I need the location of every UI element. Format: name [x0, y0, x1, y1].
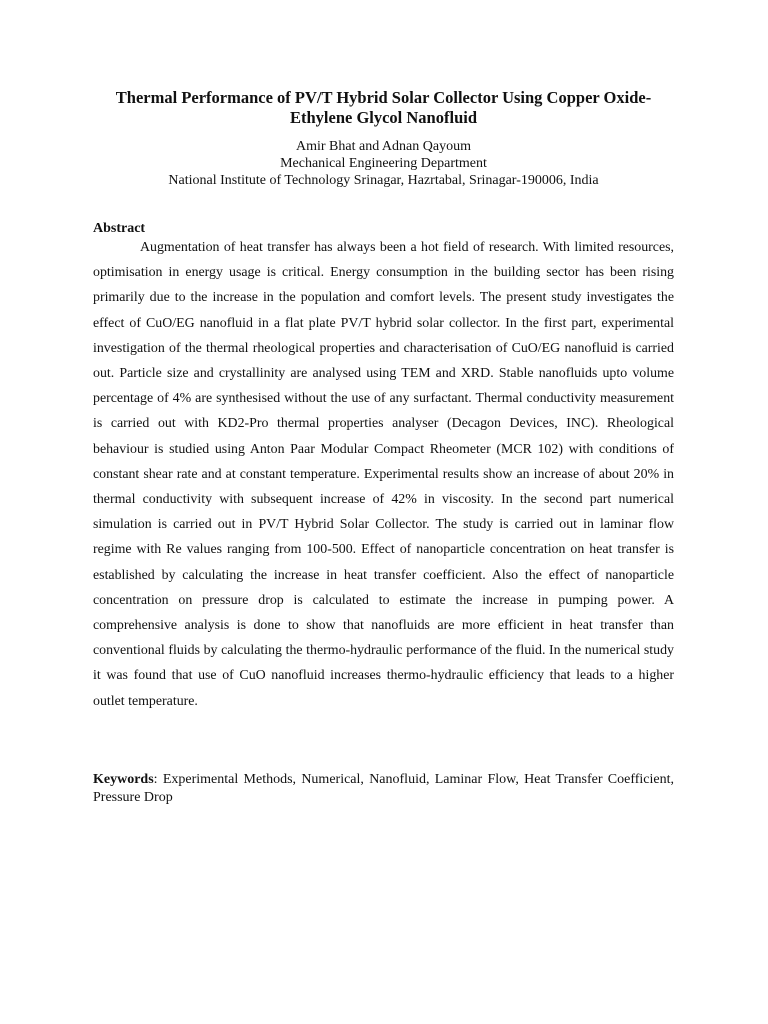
- author-names: Amir Bhat and Adnan Qayoum: [296, 139, 471, 154]
- author-department: Mechanical Engineering Department: [280, 156, 487, 171]
- keywords-text: : Experimental Methods, Numerical, Nanofluid, Laminar Flow, Heat Transfer Coefficient, Pressure Drop: [93, 772, 674, 805]
- abstract-body: Augmentation of heat transfer has always been a hot field of research. With limited resources, optimisation in energy usage is critical. Energy consumption in the building sector has been rising primarily due to the increase in the population and comfort levels. The present study investigates the effect of CuO/EG nanofluid in a flat plate PV/T hybrid solar collector. In the first part, experimental investigation of the thermal rheological properties and characterisation of CuO/EG nanofluid is carried out. Particle size and crystallinity are analysed using TEM and XRD. Stable nanofluids upto volume percentage of 4% are synthesised without the use of any surfactant. Thermal conductivity measurement is carried out with KD2-Pro thermal properties analyser (Decagon Devices, INC). Rheological behaviour is studied using Anton Paar Modular Compact Rheometer (MCR 102) with conditions of constant shear rate and at constant temperature. Experimental results show an increase of about 20% in thermal conductivity with subsequent increase of 42% in viscosity. In the second part numerical simulation is carried out in PV/T Hybrid Solar Collector. The study is carried out in laminar flow regime with Re values ranging from 100-500. Effect of nanoparticle concentration on heat transfer is established by calculating the increase in heat transfer coefficient. Also the effect of nanoparticle concentration on pressure drop is calculated to estimate the increase in pumping power. A comprehensive analysis is done to show that nanofluids are more efficient in heat transfer than conventional fluids by calculating the thermo-hydraulic performance of the fluid. In the numerical study it was found that use of CuO nanofluid increases thermo-hydraulic efficiency that leads to a higher outlet temperature.: [93, 240, 674, 709]
- author-block: [93, 138, 674, 189]
- author-institution: National Institute of Technology Srinagar, Hazrtabal, Srinagar-190006, India: [168, 173, 599, 188]
- paper-title: Thermal Performance of PV/T Hybrid Solar Collector Using Copper Oxide-Ethylene Glycol Nanofluid: [115, 88, 652, 127]
- abstract-heading: Abstract: [93, 221, 146, 236]
- keywords-label: Keywords: [93, 772, 154, 787]
- keywords-line: [93, 771, 674, 807]
